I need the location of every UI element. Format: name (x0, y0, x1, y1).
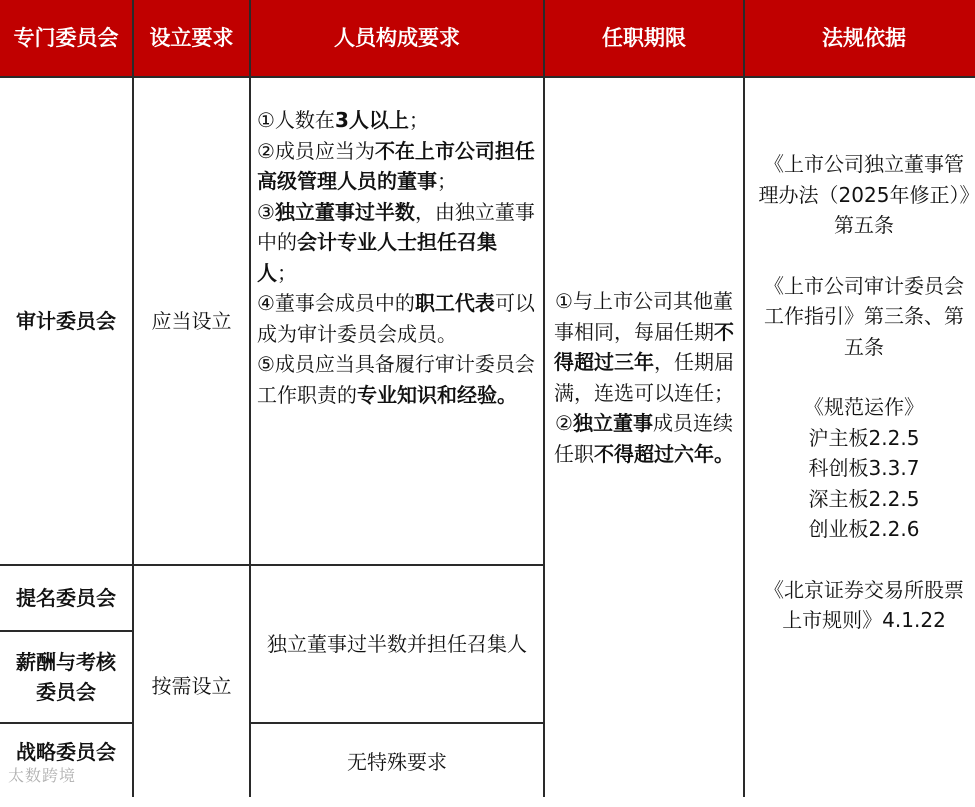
committee-audit: 审计委员会 (0, 78, 132, 564)
legal-basis (745, 78, 975, 807)
legal-basis-3: 《规范运作》 (804, 395, 924, 420)
setup-audit: 应当设立 (134, 78, 249, 564)
term-limit-1: ①与上市公司其他董事相同，每届任期不得超过三年，任期届满，连选可以连任； (554, 289, 734, 405)
audit-req-3: ③独立董事过半数，由独立董事中的会计专业人士担任召集人； (257, 199, 535, 285)
legal-basis-4: 沪主板2.2.5 (808, 425, 920, 450)
header-committee: 专门委员会 (0, 0, 132, 76)
setup-others: 按需设立 (134, 566, 249, 807)
legal-basis-6: 深主板2.2.5 (808, 486, 920, 511)
legal-basis-1: 《上市公司独立董事管理办法（2025年修正）》第五条 (758, 152, 970, 238)
watermark: 太数跨境 (8, 766, 77, 785)
header-legal-basis: 法规依据 (745, 0, 975, 76)
header-composition: 人员构成要求 (251, 0, 543, 76)
audit-composition (251, 78, 543, 564)
committee-nomination: 提名委员会 (0, 566, 132, 630)
audit-req-5: ⑤成员应当具备履行审计委员会工作职责的专业知识和经验。 (257, 352, 535, 407)
legal-basis-7: 创业板2.2.6 (808, 517, 920, 542)
audit-req-2: ②成员应当为不在上市公司担任高级管理人员的董事； (257, 138, 535, 193)
legal-basis-8: 《北京证券交易所股票上市规则》4.1.22 (764, 577, 964, 633)
legal-basis-2: 《上市公司审计委员会工作指引》第三条、第五条 (764, 273, 964, 359)
header-term: 任职期限 (545, 0, 743, 76)
term-limit-2: ②独立董事成员连续任职不得超过六年。 (554, 411, 734, 466)
header-setup: 设立要求 (134, 0, 249, 76)
committee-strategy-label: 战略委员会 (16, 740, 116, 765)
audit-req-4: ④董事会成员中的职工代表可以成为审计委员会成员。 (257, 291, 535, 346)
legal-basis-5: 科创板3.3.7 (808, 456, 920, 481)
committee-compensation: 薪酬与考核委员会 (0, 632, 132, 722)
audit-req-1: ①人数在3人以上； (257, 108, 429, 132)
nomination-comp-composition: 独立董事过半数并担任召集人 (251, 566, 543, 722)
strategy-composition (251, 724, 543, 807)
term-limits (545, 78, 743, 807)
strategy-composition-text: 无特殊要求 (347, 750, 447, 775)
